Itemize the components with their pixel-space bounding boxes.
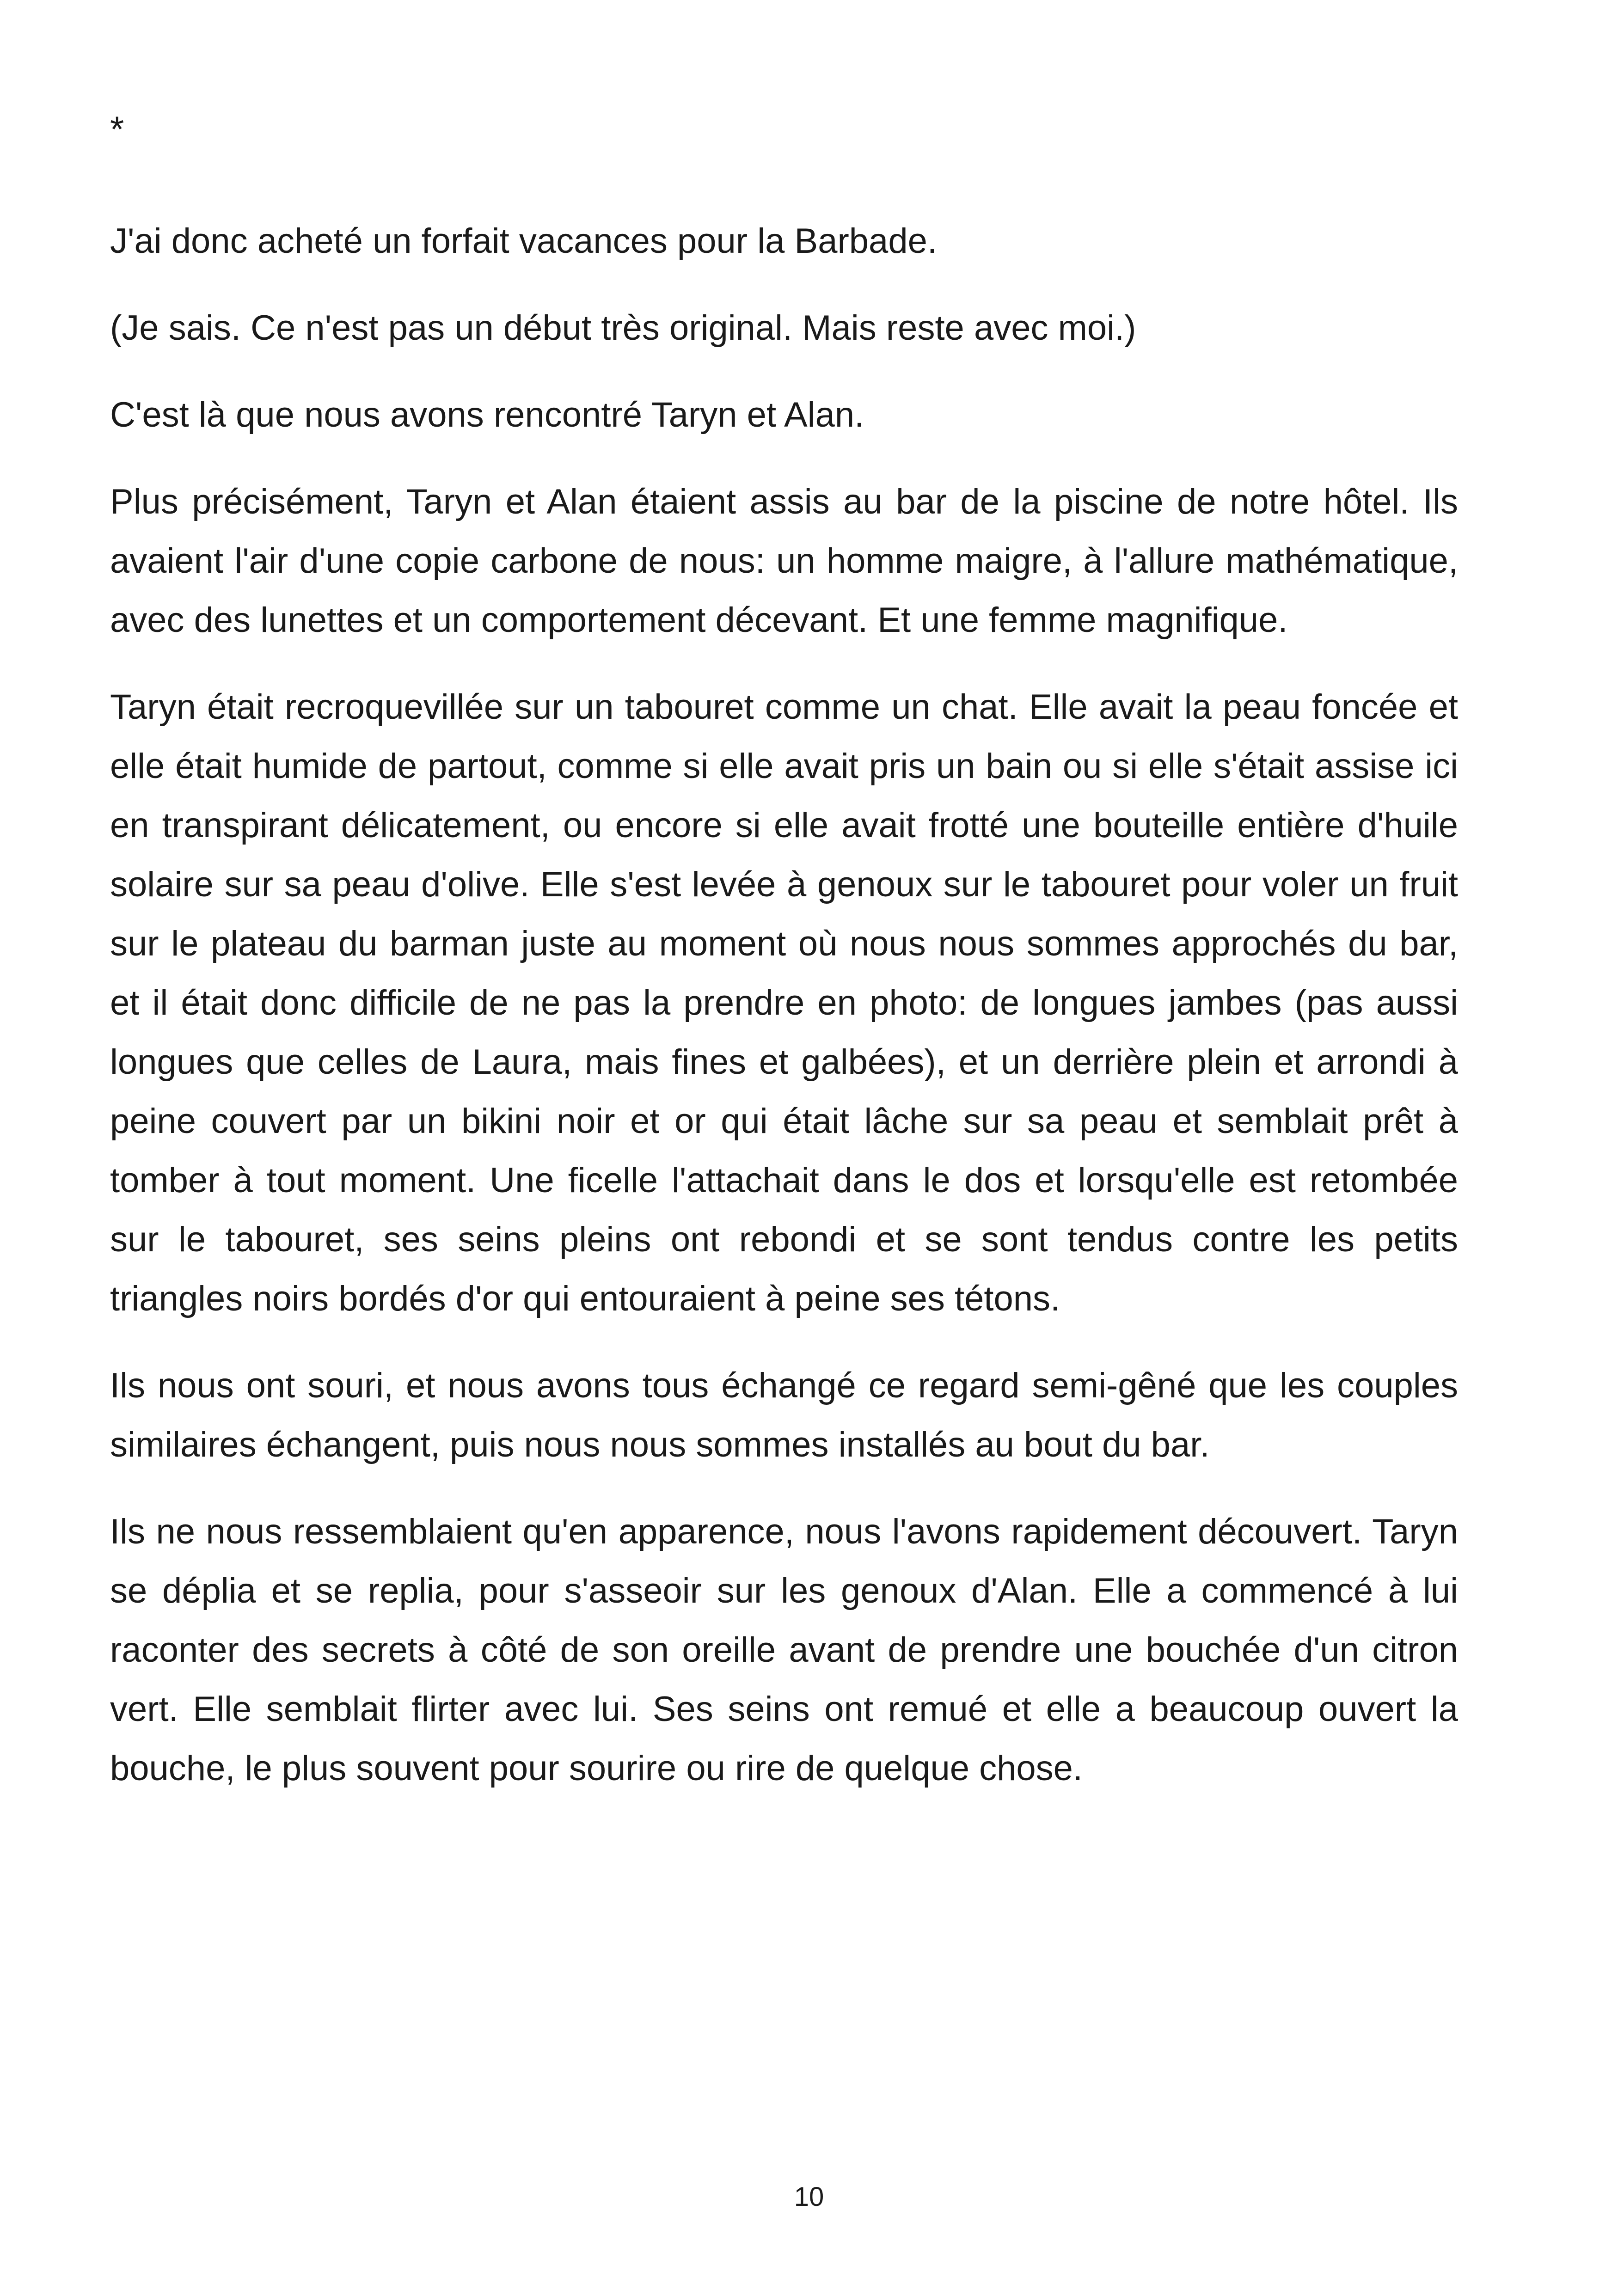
paragraph-1: J'ai donc acheté un forfait vacances pour la Barbade. (110, 221, 937, 261)
paragraph-6: Ils nous ont souri, et nous avons tous échangé ce regard semi-gêné que les couples similaires échangent, puis nous nous sommes installés au bout du bar. (110, 1366, 1458, 1464)
paragraph-2: (Je sais. Ce n'est pas un début très original. Mais reste avec moi.) (110, 308, 1136, 348)
paragraph-5: Taryn était recroquevillée sur un tabouret comme un chat. Elle avait la peau foncée et elle était humide de partout, comme si elle avait pris un bain ou si elle s'était assise ici en transpirant délicatement, ou encore si elle avait frotté une bouteille entière d'huile solaire sur sa peau d'olive. Elle s'est levée à genoux sur le tabouret pour voler un fruit sur le plateau du barman juste au moment où nous nous sommes approchés du bar, et il était donc difficile de ne pas la prendre en photo: de longues jambes (pas aussi longues que celles de Laura, mais fines et galbées), et un derrière plein et arrondi à peine couvert par un bikini noir et or qui était lâche sur sa peau et semblait prêt à tomber à tout moment. Une ficelle l'attachait dans le dos et lorsqu'elle est retombée sur le tabouret, ses seins pleins ont rebondi et se sont tendus contre les petits triangles noirs bordés d'or qui entouraient à peine ses tétons. (110, 687, 1458, 1318)
paragraph-4: Plus précisément, Taryn et Alan étaient assis au bar de la piscine de notre hôtel. Ils avaient l'air d'une copie carbone de nous: un homme maigre, à l'allure mathématique, avec des lunettes et un comportement décevant. Et une femme magnifique. (110, 482, 1458, 640)
paragraph-7: Ils ne nous ressemblaient qu'en apparence, nous l'avons rapidement découvert. Taryn se déplia et se replia, pour s'asseoir sur les genoux d'Alan. Elle a commencé à lui raconter des secrets à côté de son oreille avant de prendre une bouchée d'un citron vert. Elle semblait flirter avec lui. Ses seins ont remué et elle a beaucoup ouvert la bouche, le plus souvent pour sourire ou rire de quelque chose. (110, 1512, 1458, 1788)
page-number: 10 (794, 2182, 824, 2212)
paragraph-3: C'est là que nous avons rencontré Taryn et Alan. (110, 395, 864, 435)
page-body (110, 111, 1458, 1826)
section-separator: * (110, 109, 124, 149)
